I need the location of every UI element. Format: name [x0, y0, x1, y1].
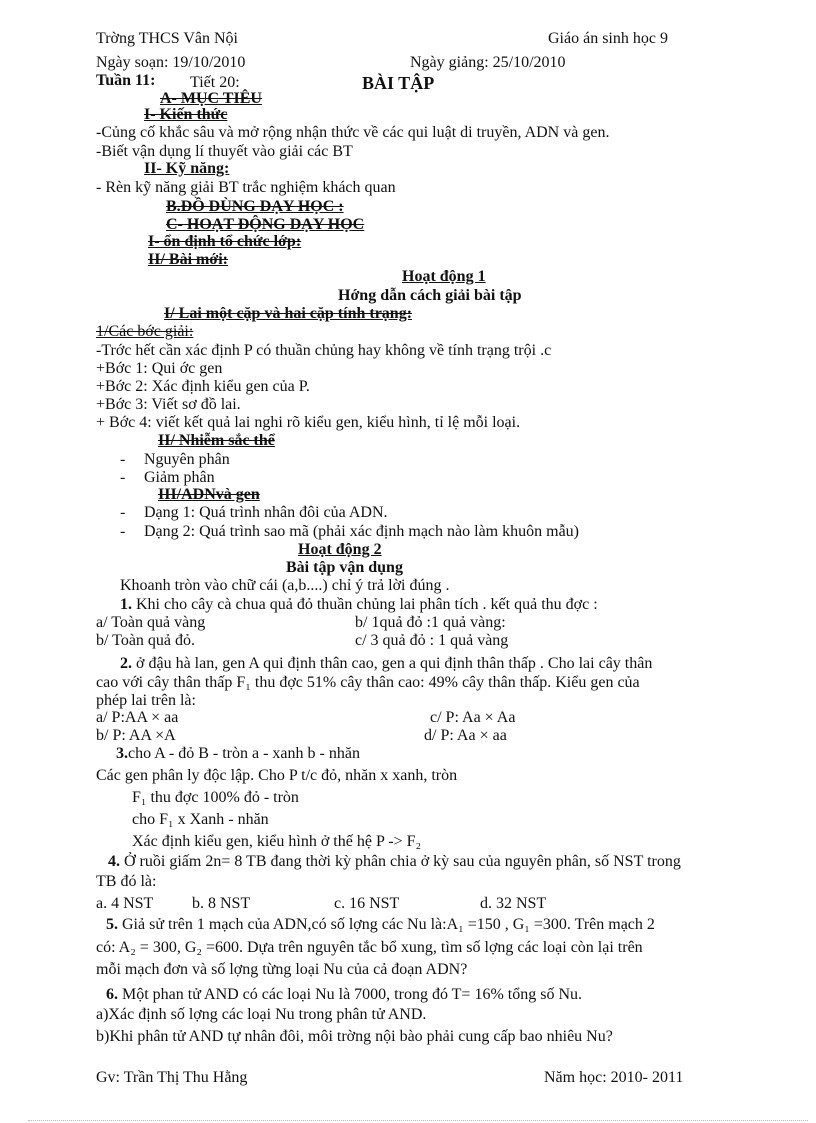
part2-heading: II/ Nhiễm sắc thể: [158, 432, 275, 449]
q4-option-a: a. 4 NST: [96, 895, 154, 912]
q4-number: 4.: [108, 853, 120, 870]
part3-item-2: Dạng 2: Quá trình sao mã (phải xác định mạch nào làm khuôn mẫu): [144, 523, 579, 540]
week-label: Tuần 11:: [96, 72, 156, 89]
q2-option-b: b/ P: AA ×A: [96, 727, 176, 744]
teacher-name: Gv: Trần Thị Thu Hằng: [96, 1069, 248, 1086]
subject-label: Giáo án sinh học 9: [548, 30, 668, 47]
date-prepared: Ngày soạn: 19/10/2010: [96, 54, 246, 71]
q5-line-2: có: A₂ = 300, G₂ =600. Dựa trên nguyên tắc bổ xung, tìm số lợng các loại còn lại trên: [96, 939, 643, 956]
part2-item-2: Giảm phân: [144, 469, 215, 486]
q6-line-3: b)Khi phân tử AND tự nhân đôi, môi trờng nội bào phải cung cấp bao nhiêu Nu?: [96, 1028, 613, 1045]
q2-option-a: a/ P:AA × aa: [96, 709, 179, 726]
q2-option-c: c/ P: Aa × Aa: [430, 709, 516, 726]
q2-line-1: ở đậu hà lan, gen A qui định thân cao, gen a qui định thân thấp . Cho lai cây thân: [132, 655, 653, 672]
section-a2-heading: II- Kỹ năng:: [144, 160, 230, 177]
q3-line-2: Các gen phân ly độc lập. Cho P t/c đỏ, nhăn x xanh, tròn: [96, 767, 458, 784]
step-intro: -Trớc hết cần xác định P có thuần chủng hay không về tính trạng trội .c: [96, 342, 552, 359]
page-title: BÀI TẬP: [362, 73, 435, 93]
q3-line-1: cho A - đỏ B - tròn a - xanh b - nhăn: [128, 745, 360, 762]
q4-line-2: TB đó là:: [96, 873, 157, 890]
knowledge-line-2: -Biết vận dụng lí thuyết vào giải các BT: [96, 143, 353, 160]
q3-line-5: Xác định kiểu gen, kiểu hình ở thế hệ P -> F₂: [132, 833, 422, 850]
q2-line-2: cao với cây thân thấp F₁ thu đợc 51% cây thân cao: 49% cây thân thấp. Kiểu gen của: [96, 674, 640, 691]
q4-option-d: d. 32 NST: [480, 895, 547, 912]
section-c1-heading: I- ổn định tổ chức lớp:: [148, 233, 302, 250]
q6-line-1: Một phan tử AND có các loại Nu là 7000, trong đó T= 16% tổng số Nu.: [118, 986, 583, 1003]
section-a1-heading: I- Kiến thức: [144, 106, 228, 123]
q2-option-d: d/ P: Aa × aa: [424, 727, 507, 744]
activity2-subtitle: Bài tập vận dụng: [286, 559, 403, 576]
q6-line-2: a)Xác định số lợng các loại Nu trong phân tử AND.: [96, 1006, 427, 1023]
step-1: +Bớc 1: Qui ớc gen: [96, 360, 223, 377]
q2-number: 2.: [120, 655, 132, 672]
bullet-dash: -: [120, 451, 126, 468]
q1-text: Khi cho cây cà chua quả đỏ thuần chủng lai phân tích . kết quả thu đợc :: [132, 596, 598, 613]
bullet-dash: -: [120, 504, 126, 521]
section-b-heading: B.ĐỒ DÙNG DẠY HỌC :: [166, 198, 344, 215]
q1-option-b: b/ 1quả đỏ :1 quả vàng:: [355, 614, 506, 631]
q5-line-3: mỗi mạch đơn và số lợng từng loại Nu của cả đoạn ADN?: [96, 961, 468, 978]
part1-heading: I/ Lai một cặp và hai cặp tính trạng:: [164, 305, 413, 322]
section-a-heading: A- MỤC TIÊU: [160, 90, 262, 107]
q1-option-c: c/ 3 quả đỏ : 1 quả vàng: [355, 632, 509, 649]
step-4: + Bớc 4: viết kết quả lai nghi rõ kiểu gen, kiểu hình, tỉ lệ mỗi loại.: [96, 414, 521, 431]
activity2-intro: Khoanh tròn vào chữ cái (a,b....) chỉ ý trả lời đúng .: [120, 577, 450, 594]
q4-line-1: Ở ruồi giấm 2n= 8 TB đang thời kỳ phân chia ở kỳ sau của nguyên phân, số NST trong: [120, 853, 681, 870]
q3-line-4: cho F₁ x Xanh - nhăn: [132, 811, 269, 828]
q2-line-3: phép lai trên là:: [96, 692, 196, 709]
school-name: Trờng THCS Vân Nội: [96, 30, 238, 47]
q3-number: 3.: [116, 745, 128, 762]
steps-heading: 1/Các bớc giải:: [96, 323, 194, 340]
date-taught: Ngày giảng: 25/10/2010: [410, 54, 566, 71]
q4-option-c: c. 16 NST: [334, 895, 400, 912]
activity1-title: Hoạt động 1: [402, 268, 486, 285]
part3-heading: III/ADNvà gen: [158, 486, 260, 503]
q1-number: 1.: [120, 596, 132, 613]
part3-item-1: Dạng 1: Quá trình nhân đôi của ADN.: [144, 504, 388, 521]
q5-line-1: Giả sử trên 1 mạch của ADN,có số lợng các Nu là:A₁ =150 , G₁ =300. Trên mạch 2: [118, 916, 655, 933]
school-year: Năm học: 2010- 2011: [544, 1069, 684, 1086]
footer-divider: [28, 1120, 808, 1121]
section-c2-heading: II/ Bài mới:: [148, 251, 228, 268]
bullet-dash: -: [120, 523, 126, 540]
period-label: Tiết 20:: [190, 74, 240, 91]
activity2-title: Hoạt động 2: [298, 541, 382, 558]
step-3: +Bớc 3: Viết sơ đồ lai.: [96, 396, 241, 413]
q3-line-3: F₁ thu đợc 100% đỏ - tròn: [132, 789, 299, 806]
part2-item-1: Nguyên phân: [144, 451, 230, 468]
section-c-heading: C- HOẠT ĐỘNG DẠY HỌC: [166, 216, 365, 233]
bullet-dash: -: [120, 469, 126, 486]
q4-option-b: b. 8 NST: [192, 895, 251, 912]
q1-option-b2: b/ Toàn quả đỏ.: [96, 632, 196, 649]
knowledge-line-1: -Củng cố khắc sâu và mở rộng nhận thức về các qui luật di truyền, ADN và gen.: [96, 124, 610, 141]
q6-number: 6.: [106, 986, 118, 1003]
step-2: +Bớc 2: Xác định kiểu gen của P.: [96, 378, 310, 395]
q1-option-a: a/ Toàn quả vàng: [96, 614, 206, 631]
skills-line-1: - Rèn kỹ năng giải BT trắc nghiệm khách quan: [96, 179, 396, 196]
q5-number: 5.: [106, 916, 118, 933]
activity1-subtitle: Hớng dẫn cách giải bài tập: [338, 287, 522, 304]
